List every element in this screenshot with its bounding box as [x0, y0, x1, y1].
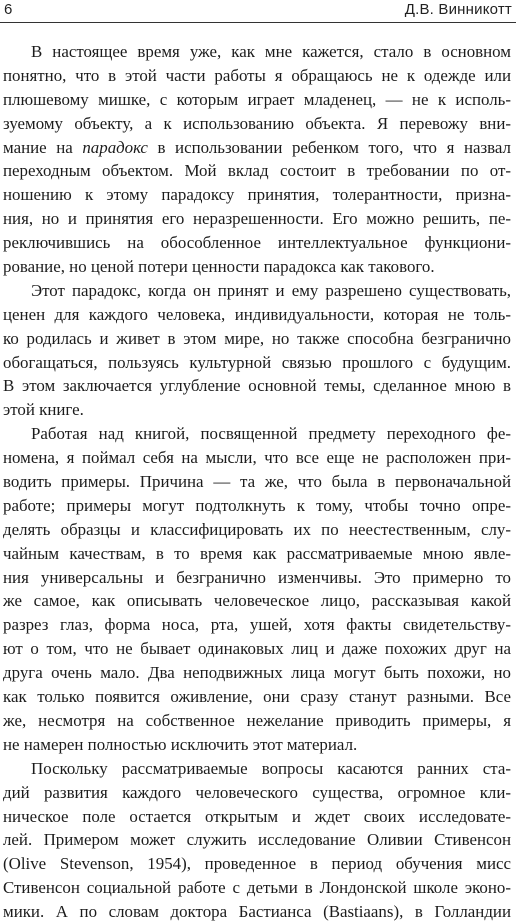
text-line: делять образцы и классифицировать их по неестественным, слу-: [3, 519, 511, 539]
text-line: зуемому объекту, а к использованию объекта. Я перевожу вни-: [3, 113, 511, 133]
text-line: этой книге.: [3, 400, 84, 420]
text-line: не намерен полностью исключить этот материал.: [3, 734, 358, 754]
body-text: [3, 40, 511, 924]
text-line: Работая над книгой, посвященной предмету переходного фе-: [31, 424, 511, 444]
paragraph: [3, 279, 511, 422]
text-line: разрез глаз, форма носа, рта, ушей, хотя факты свидетельству-: [3, 615, 511, 635]
text-line: ко родилась и живет в этом мире, но также способна безгранично: [3, 328, 511, 348]
text-line: номена, я поймал себя на мысли, что все еще не расположен при-: [3, 448, 511, 468]
text-line: Этот парадокс, когда он принят и ему разрешено существовать,: [31, 280, 511, 300]
paragraph: [3, 422, 511, 756]
text-line: дий развития каждого человеческого существа, огромное кли-: [3, 782, 511, 802]
text-line: же, несмотря на собственное нежелание приводить примеры, я: [3, 710, 511, 730]
text-line: работе; примеры могут подтолкнуть к тому, чтобы точно опре-: [3, 495, 511, 515]
text-line: мание на парадокс в использовании ребенком того, что я назвал: [3, 137, 511, 157]
text-line: переходным объектом. Мой вклад состоит в требовании по от-: [3, 161, 511, 181]
running-head: Д.В. Винникотт: [404, 1, 512, 18]
text-line: ническое поле остается открытым и ждет своих исследовате-: [3, 806, 511, 826]
text-line: же самое, как описывать человеческое лицо, рассказывая какой: [3, 591, 511, 611]
text-line: ношению к этому парадоксу принятия, толерантности, призна-: [3, 185, 511, 205]
text-line: чайным качествам, в то время как рассматриваемые мною явле-: [3, 543, 511, 563]
text-line: лей. Примером может служить исследование Оливии Стивенсон: [3, 830, 511, 850]
text-line: рование, но ценой потери ценности парадокса как такового.: [3, 257, 435, 277]
text-line: обогащаться, пользуясь культурной связью прошлого с будущим.: [3, 352, 511, 372]
text-line: плюшевому мишке, с которым играет младенец, — не к исполь-: [3, 89, 511, 109]
page-header: [0, 0, 516, 22]
text-line: понятно, что в этой части работы я обращаюсь не к одежде или: [3, 65, 511, 85]
text-line: ния, но и принятия его неразрешенности. Его можно решить, пе-: [3, 209, 511, 229]
text-line: Поскольку рассматриваемые вопросы касаются ранних ста-: [31, 758, 511, 778]
page-number: 6: [4, 1, 13, 18]
text-line: мики. А по словам доктора Бастианса (Bastiaans), в Голландии: [3, 902, 511, 922]
header-rule: [0, 22, 516, 23]
text-line: (Olive Stevenson, 1954), проведенное в период обучения мисс: [3, 854, 511, 874]
text-line: В настоящее время уже, как мне кажется, стало в основном: [31, 42, 511, 61]
text-line: ценен для каждого человека, индивидуальности, которая не толь-: [3, 304, 511, 324]
paragraph: [3, 757, 511, 924]
text-line: друга очень мало. Два неподвижных лица могут быть похожи, но: [3, 663, 511, 683]
paragraph: [3, 40, 511, 279]
text-line: ют о том, что не бывает одинаковых лиц и даже похожих друг на: [3, 639, 511, 659]
text-line: водить примеры. Причина — та же, что была в первоначальной: [3, 472, 511, 492]
text-line: реключившись на обособленное интеллектуальное функциони-: [3, 233, 511, 253]
text-line: ния универсальны и безгранично изменчивы. Это примерно то: [3, 567, 511, 587]
text-line: В этом заключается углубление основной темы, сделанное мною в: [3, 376, 511, 396]
text-line: Стивенсон социальной работе с детьми в Лондонской школе эконо-: [3, 878, 511, 898]
text-line: как только появится оживление, они сразу станут разными. Все: [3, 687, 511, 707]
